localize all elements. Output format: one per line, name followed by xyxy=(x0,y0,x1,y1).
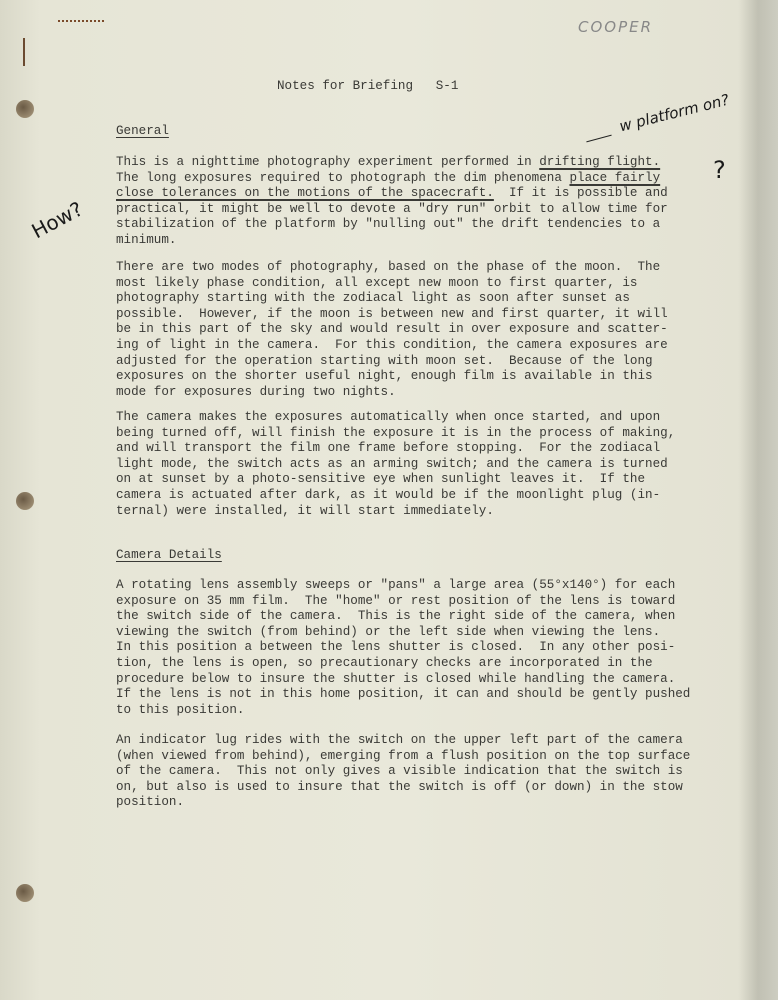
text-segment: This is a nighttime photography experiment performed in xyxy=(116,155,540,169)
text-line xyxy=(116,749,690,765)
text-line xyxy=(116,625,690,641)
text-line xyxy=(116,410,675,426)
text-segment: photography starting with the zodiacal light as soon after sunset as xyxy=(116,291,630,306)
section-heading-general: General xyxy=(116,124,169,138)
text-line xyxy=(116,385,668,401)
name-stamp: COOPER xyxy=(578,18,654,36)
text-line xyxy=(116,504,675,520)
underlined-text: drifting flight. xyxy=(539,155,661,169)
pen-mark xyxy=(58,20,104,25)
text-line xyxy=(116,457,675,473)
text-line xyxy=(116,217,668,233)
text-line xyxy=(116,260,668,276)
text-line xyxy=(116,472,675,488)
text-segment: most likely phase condition, all except new moon to first quarter, is xyxy=(116,275,638,290)
handwritten-note-platform: w platform on? xyxy=(617,90,731,136)
text-segment: camera is actuated after dark, as it would be if the moonlight plug (in- xyxy=(116,487,661,502)
text-line xyxy=(116,656,690,672)
text-line xyxy=(116,155,668,171)
text-segment: on, but also is used to insure that the switch is off (or down) in the stow xyxy=(116,779,683,794)
text-segment: adjusted for the operation starting with moon set. Because of the long xyxy=(116,353,653,368)
text-line xyxy=(116,640,690,656)
paragraph xyxy=(116,578,690,718)
text-segment: to this position. xyxy=(116,702,245,717)
text-line xyxy=(116,186,668,202)
underlined-text: place fairly xyxy=(569,170,661,185)
text-segment: mode for exposures during two nights. xyxy=(116,384,396,399)
text-segment: minimum. xyxy=(116,232,177,247)
paragraph xyxy=(116,733,690,811)
handwritten-note-how: How? xyxy=(27,196,87,244)
text-segment: practical, it might be well to devote a "dry run" orbit to allow time for xyxy=(116,201,668,216)
binder-hole xyxy=(16,100,34,118)
text-segment: There are two modes of photography, based on the phase of the moon. The xyxy=(116,260,661,274)
text-line xyxy=(116,291,668,307)
text-line xyxy=(116,307,668,323)
text-segment: exposure on 35 mm film. The "home" or rest position of the lens is toward xyxy=(116,593,676,608)
text-segment: the switch side of the camera. This is the right side of the camera, when xyxy=(116,609,676,624)
text-segment: of the camera. This not only gives a visible indication that the switch is xyxy=(116,764,683,779)
text-line xyxy=(116,354,668,370)
text-line xyxy=(116,795,690,811)
paragraph xyxy=(116,155,668,249)
text-segment: If the lens is not in this home position, it can and should be gently pushed xyxy=(116,687,691,702)
text-line xyxy=(116,687,690,703)
text-line xyxy=(116,202,668,218)
text-line xyxy=(116,171,668,187)
text-line xyxy=(116,609,690,625)
text-segment: position. xyxy=(116,795,185,810)
text-line xyxy=(116,780,690,796)
text-line xyxy=(116,369,668,385)
text-line xyxy=(116,703,690,719)
text-line xyxy=(116,488,675,504)
text-segment: A rotating lens assembly sweeps or "pans" a large area (55°x140°) for each xyxy=(116,578,676,592)
text-segment: The long exposures required to photograph the dim phenomena xyxy=(116,170,570,185)
text-segment: and will transport the film one frame before stopping. For the zodiacal xyxy=(116,441,661,456)
text-segment: possible. However, if the moon is between new and first quarter, it will xyxy=(116,306,668,321)
text-segment: ing of light in the camera. For this condition, the camera exposures are xyxy=(116,337,668,352)
text-line xyxy=(116,233,668,249)
text-line xyxy=(116,338,668,354)
text-segment: stabilization of the platform by "nulling out" the drift tendencies to a xyxy=(116,217,661,232)
text-segment: be in this part of the sky and would result in over exposure and scatter- xyxy=(116,322,668,337)
binder-hole xyxy=(16,884,34,902)
text-segment: viewing the switch (from behind) or the left side when viewing the lens. xyxy=(116,624,661,639)
binder-hole xyxy=(16,492,34,510)
text-segment: exposures on the shorter useful night, enough film is available in this xyxy=(116,369,653,384)
text-segment: procedure below to insure the shutter is closed while handling the camera. xyxy=(116,671,676,686)
text-segment: light mode, the switch acts as an arming switch; and the camera is turned xyxy=(116,456,668,471)
text-line xyxy=(116,578,690,594)
text-segment: ternal) were installed, it will start immediately. xyxy=(116,503,494,518)
text-segment: on at sunset by a photo-sensitive eye when sunlight leaves it. If the xyxy=(116,472,646,487)
text-segment: If it is possible and xyxy=(493,186,668,201)
text-line xyxy=(116,594,690,610)
text-line xyxy=(116,426,675,442)
text-segment: tion, the lens is open, so precautionary checks are incorporated in the xyxy=(116,655,653,670)
text-line xyxy=(116,441,675,457)
text-segment: The camera makes the exposures automatically when once started, and upon xyxy=(116,410,661,424)
text-segment: An indicator lug rides with the switch on the upper left part of the camera xyxy=(116,733,683,747)
handwritten-question-mark: ? xyxy=(713,156,726,184)
underlined-text: close tolerances on the motions of the spacecraft. xyxy=(116,186,494,201)
text-line xyxy=(116,322,668,338)
paragraph xyxy=(116,260,668,400)
text-line xyxy=(116,276,668,292)
text-segment: being turned off, will finish the exposure it is in the process of making, xyxy=(116,425,676,440)
pen-mark xyxy=(23,38,25,66)
paragraph xyxy=(116,410,675,519)
text-segment: In this position a between the lens shutter is closed. In any other posi- xyxy=(116,640,676,655)
document-title: Notes for Briefing S-1 xyxy=(277,79,459,93)
text-line xyxy=(116,672,690,688)
text-line xyxy=(116,764,690,780)
page-edge-shadow xyxy=(738,0,778,1000)
text-line xyxy=(116,733,690,749)
section-heading-camera-details: Camera Details xyxy=(116,548,222,562)
handwritten-dash xyxy=(586,135,611,143)
text-segment: (when viewed from behind), emerging from a flush position on the top surface xyxy=(116,748,691,763)
